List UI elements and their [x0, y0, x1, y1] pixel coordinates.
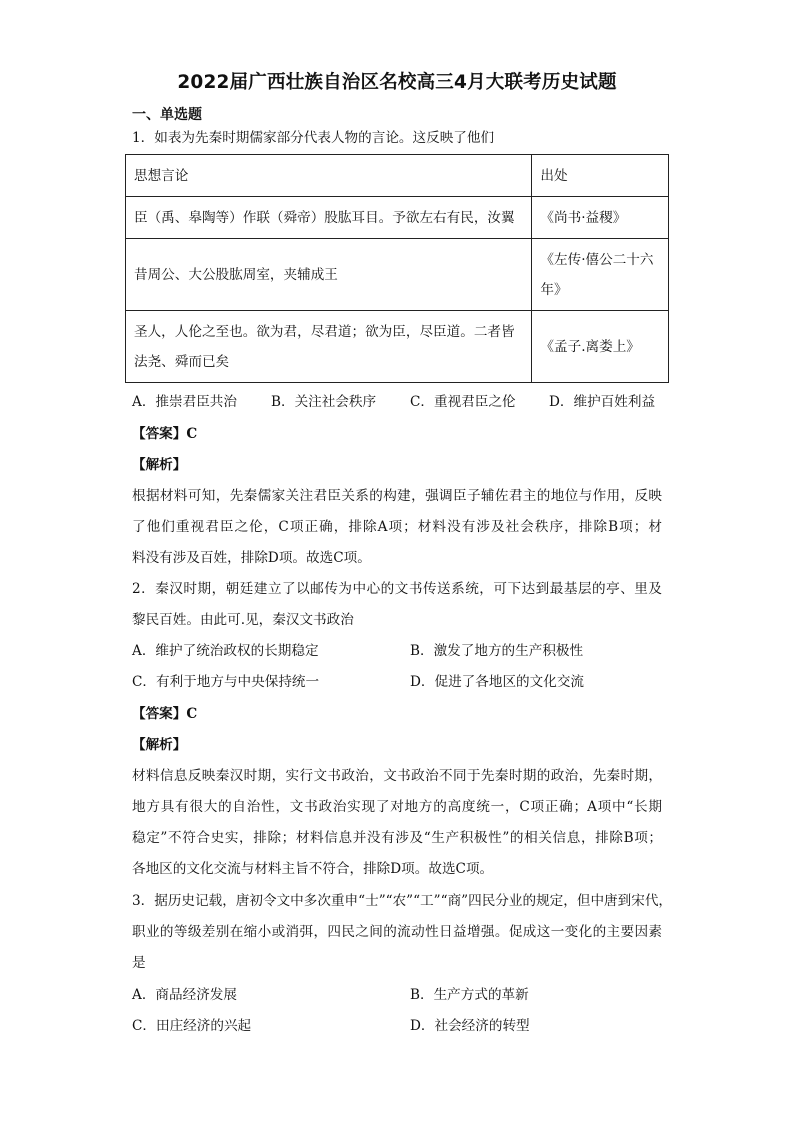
cell-text: 《孟子.离娄上》	[540, 338, 640, 355]
cell-text: 臣（禹、皋陶等）作联（舜帝）股肱耳目。予欲左右有民，汝翼	[134, 209, 515, 226]
q1-option-b: B．关注社会秩序	[271, 394, 377, 410]
section-heading: 一、单选题	[132, 107, 202, 123]
cell-text: 《左传·僖公二十六	[540, 251, 654, 268]
q1-option-d: D．维护百姓利益	[549, 394, 656, 410]
q2-analysis-line: 稳定”不符合史实，排除；材料信息并没有涉及“生产积极性”的相关信息，排除B项；	[132, 830, 662, 846]
q2-analysis-label: 【解析】	[132, 737, 187, 753]
q1-analysis-label: 【解析】	[132, 457, 187, 473]
table-row	[126, 239, 669, 311]
q1-analysis-line: 根据材料可知，先秦儒家关注君臣关系的构建，强调臣子辅佐君主的地位与作用，反映	[132, 488, 662, 504]
q1-stem: 1．如表为先秦时期儒家部分代表人物的言论。这反映了他们	[132, 130, 495, 146]
table-header-cell: 思想言论	[126, 155, 532, 197]
doc-title: 2022届广西壮族自治区名校高三4月大联考历史试题	[177, 72, 617, 93]
table-row	[126, 311, 669, 383]
q1-answer: 【答案】C	[132, 426, 198, 442]
q3-option-a: A．商品经济发展	[132, 987, 237, 1003]
q1-option-a: A．推崇君臣共治	[132, 394, 237, 410]
cell-text: 年》	[540, 281, 568, 298]
q1-source-table	[125, 154, 669, 383]
q3-stem-line: 3．据历史记载，唐初令文中多次重申“士”“农”“工”“商”四民分业的规定，但中唐到宋代，	[132, 893, 673, 909]
q2-option-b: B．激发了地方的生产积极性	[410, 643, 584, 659]
table-cell	[532, 239, 669, 311]
q2-stem-line: 2．秦汉时期，朝廷建立了以邮传为中心的文书传送系统，可下达到最基层的亭、里及	[132, 581, 662, 597]
q2-stem-line: 黎民百姓。由此可.见，秦汉文书政治	[132, 612, 354, 628]
table-cell	[532, 311, 669, 383]
q3-option-b: B．生产方式的革新	[410, 987, 529, 1003]
table-cell	[126, 197, 532, 239]
table-row	[126, 197, 669, 239]
q3-stem-line: 是	[132, 955, 146, 971]
cell-text: 圣人，人伦之至也。欲为君，尽君道；欲为臣，尽臣道。二者皆	[134, 323, 515, 340]
table-header-cell: 出处	[532, 155, 669, 197]
table-header-row	[126, 155, 669, 197]
q2-answer: 【答案】C	[132, 706, 198, 722]
q3-option-d: D．社会经济的转型	[410, 1018, 530, 1034]
table-cell	[126, 311, 532, 383]
q1-analysis-line: 了他们重视君臣之伦，C项正确，排除A项；材料没有涉及社会秩序，排除B项；材	[132, 519, 662, 535]
table-cell	[126, 239, 532, 311]
q2-option-d: D．促进了各地区的文化交流	[410, 674, 585, 690]
q1-option-c: C．重视君臣之伦	[410, 394, 516, 410]
q2-option-c: C．有利于地方与中央保持统一	[132, 674, 320, 690]
cell-text: 昔周公、大公股肱周室，夹辅成王	[134, 266, 338, 283]
q2-analysis-line: 各地区的文化交流与材料主旨不符合，排除D项。故选C项。	[132, 861, 494, 877]
table-cell	[532, 197, 669, 239]
cell-text: 法尧、舜而已矣	[134, 353, 230, 370]
q3-stem-line: 职业的等级差别在缩小或消弭，四民之间的流动性日益增强。促成这一变化的主要因素	[132, 924, 662, 940]
q2-analysis-line: 材料信息反映秦汉时期，实行文书政治，文书政治不同于先秦时期的政治，先秦时期，	[132, 768, 662, 784]
cell-text: 《尚书·益稷》	[540, 209, 627, 226]
q1-analysis-line: 料没有涉及百姓，排除D项。故选C项。	[132, 550, 371, 566]
q2-option-a: A．维护了统治政权的长期稳定	[132, 643, 319, 659]
q3-option-c: C．田庄经济的兴起	[132, 1018, 252, 1034]
q2-analysis-line: 地方具有很大的自治性，文书政治实现了对地方的高度统一，C项正确；A项中“长期	[132, 799, 662, 815]
